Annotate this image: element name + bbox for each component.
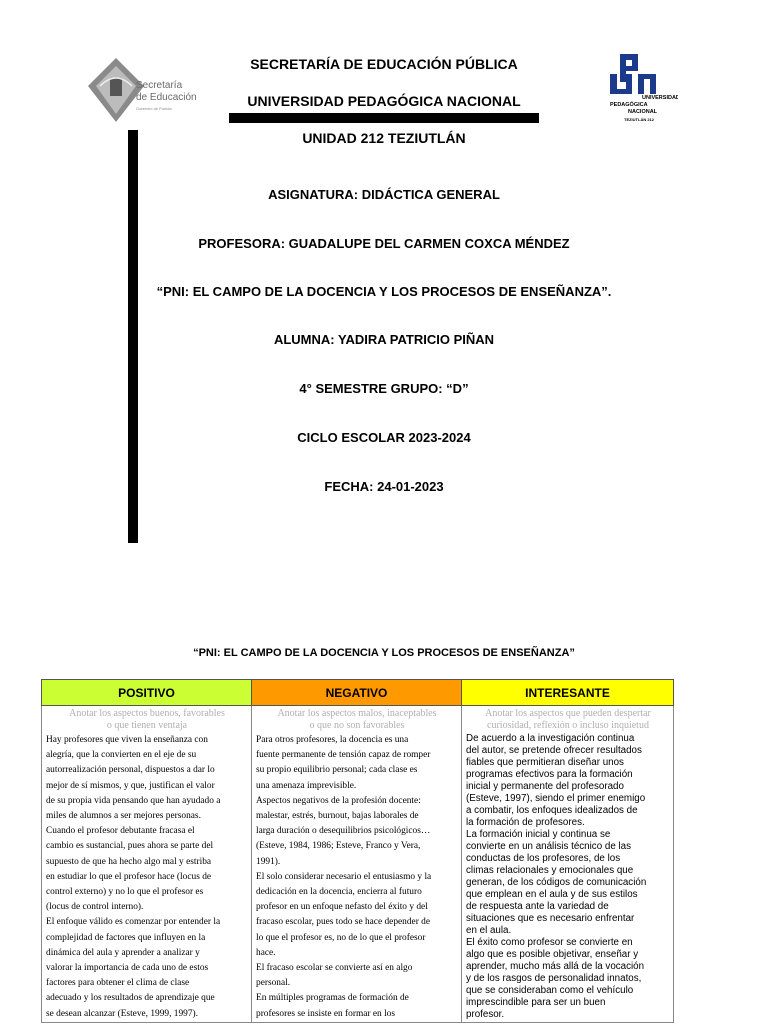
text-line: a combatir, los enfoques idealizados de (466, 805, 638, 816)
pni-body-row (42, 706, 674, 1023)
cover-ciclo: CICLO ESCOLAR 2023-2024 (297, 430, 471, 445)
cell-negativo (252, 706, 462, 1023)
text-line: El éxito como profesor se convierte en (466, 937, 633, 948)
text-line: profesor. (466, 1009, 505, 1020)
paragraph (466, 829, 670, 937)
hint-negativo-line-2: o que no son favorables (309, 720, 405, 731)
text-line: mejor de sí mismos, y que, justifican el valor (46, 780, 215, 791)
sep-logo-text-2: de Educación (136, 92, 197, 103)
text-line: Aspectos negativos de la profesión docente: (256, 795, 421, 806)
paragraph (46, 915, 248, 1021)
text-line: miles de alumnos a ser mejores personas. (46, 811, 201, 822)
text-line: que se consideraban como el vehículo (466, 985, 634, 996)
text-line: factores para obtener el clima de clase (46, 978, 190, 989)
text-line: inicial y permanente del profesorado (466, 781, 624, 792)
upn-logo-text-2: PEDAGÓGICA (610, 102, 648, 108)
text-line: profesor en un enfoque nefasto del éxito y del (256, 902, 428, 913)
text-line: La formación inicial y continua se (466, 829, 611, 840)
text-line: en el aula. (466, 925, 512, 936)
text-line: autorrealización personal, dispuestos a dar lo (46, 765, 215, 776)
cover-semestre: 4° SEMESTRE GRUPO: “D” (299, 381, 469, 396)
sep-logo-text-3: Gobierno de Puebla (136, 106, 172, 111)
text-line: imprescindible para ser un buen (466, 997, 606, 1008)
hint-interesante (466, 708, 670, 732)
text-line: complejidad de factores que influyen en la (46, 932, 206, 943)
paragraph (466, 937, 670, 1021)
paragraph (256, 991, 458, 1021)
text-line: En múltiples programas de formación de (256, 993, 409, 1004)
cover-fecha: FECHA: 24-01-2023 (324, 479, 444, 494)
text-line: en estudiar lo que el profesor hace (locus de (46, 871, 212, 882)
hint-negativo-line-1: Anotar los aspectos malos, inaceptables (277, 708, 437, 719)
pni-table (41, 679, 674, 1023)
paragraph (46, 824, 248, 915)
cell-interesante (462, 706, 674, 1023)
text-line: su propio equilibrio personal; cada clase es (256, 765, 418, 776)
text-line: de respuesta ante la variedad de (466, 901, 609, 912)
header-interesante: INTERESANTE (462, 680, 674, 706)
pni-header-row (42, 680, 674, 706)
text-line: profesores se insiste en formar en los (256, 1008, 396, 1019)
upn-logo-text-1: UNIVERSIDAD (642, 95, 678, 101)
text-line: malestar, estrés, burnout, bajas laborales de (256, 811, 419, 822)
text-line: De acuerdo a la investigación continua (466, 733, 635, 744)
text-line: se desean alcanzar (Esteve, 1999, 1997). (46, 1008, 199, 1019)
text-line: (locus de control interno). (46, 902, 144, 913)
header-negativo: NEGATIVO (252, 680, 462, 706)
text-line: fiables que permitieran diseñar unos (466, 757, 624, 768)
header-positivo: POSITIVO (42, 680, 252, 706)
text-line: cambio es sustancial, pues ahora se parte del (46, 841, 214, 852)
cover-titulo: “PNI: EL CAMPO DE LA DOCENCIA Y LOS PROCESOS DE ENSEÑANZA”. (156, 284, 612, 299)
text-line: de su propia vida pensando que han ayudado a (46, 795, 221, 806)
text-line: lo que el profesor es, no de lo que el profesor (256, 932, 426, 943)
paragraph (256, 870, 458, 961)
text-line: y de los rasgos de personalidad innatos, (466, 973, 642, 984)
upn-logo-text-3: NACIONAL (628, 109, 658, 115)
cover-alumna: ALUMNA: YADIRA PATRICIO PIÑAN (273, 332, 495, 347)
interesante-text (466, 733, 670, 1021)
hint-positivo-line-2: o que tienen ventaja (106, 720, 188, 731)
text-line: El enfoque válido es comenzar por entender la (46, 917, 221, 928)
text-line: aprender, mucho más allá de la vocación (466, 961, 645, 972)
upn-logo-text-4: TEZIUTLÁN 212 (624, 117, 655, 122)
header-universidad: UNIVERSIDAD PEDAGÓGICA NACIONAL (247, 93, 521, 109)
positivo-text (46, 733, 248, 1022)
paragraph (46, 733, 248, 824)
header-secretaria: SECRETARÍA DE EDUCACIÓN PÚBLICA (250, 56, 518, 72)
text-line: adecuado y los resultados de aprendizaje que (46, 993, 215, 1004)
text-line: fuente permanente de tensión capaz de romper (256, 750, 431, 761)
hint-interesante-line-2: curiosidad, reflexión o incluso inquietud (487, 720, 649, 731)
text-line: alegría, que la convierten en el eje de su (46, 750, 197, 761)
text-line: convierte en un análisis técnico de las (466, 841, 632, 852)
paragraph (256, 733, 458, 794)
text-line: 1991). (256, 856, 281, 867)
text-line: que emplean en el aula y de sus estilos (466, 889, 638, 900)
paragraph (256, 794, 458, 870)
text-line: (Esteve, 1997), siendo el primer enemigo (466, 793, 646, 804)
text-line: supuesto de que ha hecho algo mal y estriba (46, 856, 212, 867)
negativo-text (256, 733, 458, 1022)
text-line: conductas de los profesores, de los (466, 853, 621, 864)
text-line: dinámica del aula y aprender a analizar y (46, 947, 200, 958)
text-line: dedicación en la docencia, encierra al futuro (256, 887, 422, 898)
paragraph (466, 733, 670, 829)
cell-positivo (42, 706, 252, 1023)
text-line: fracaso escolar, pues todo se hace depender de (256, 917, 431, 928)
text-line: algo que es posible objetivar, enseñar y (466, 949, 639, 960)
text-line: programas efectivos para la formación (466, 769, 633, 780)
text-line: Para otros profesores, la docencia es una (256, 735, 409, 745)
text-line: generan, de los códigos de comunicación (466, 877, 647, 888)
text-line: del autor, se pretende ofrecer resultados (466, 745, 642, 756)
text-line: Hay profesores que viven la enseñanza con (46, 735, 208, 745)
text-line: Cuando el profesor debutante fracasa el (46, 826, 195, 837)
cover-vertical-bar (128, 130, 138, 543)
sep-logo-text-1: Secretaría (136, 80, 183, 91)
hint-interesante-line-1: Anotar los aspectos que pueden despertar (485, 708, 651, 719)
paragraph (256, 961, 458, 991)
text-line: personal. (256, 978, 291, 989)
text-line: (Esteve, 1984, 1986; Esteve, Franco y Vera, (256, 841, 421, 852)
text-line: larga duración o desequilibrios psicológicos… (256, 826, 431, 837)
text-line: la formación de profesores. (466, 817, 585, 828)
header-divider-bar (229, 113, 539, 123)
hint-positivo (46, 708, 248, 732)
text-line: El fracaso escolar se convierte así en algo (256, 963, 413, 974)
text-line: El solo considerar necesario el entusiasmo y la (256, 871, 432, 882)
text-line: climas relacionales y emocionales que (466, 865, 634, 876)
text-line: hace. (256, 947, 276, 958)
cover-profesora: PROFESORA: GUADALUPE DEL CARMEN COXCA MÉNDEZ (198, 236, 570, 251)
text-line: valorar la importancia de cada uno de estos (46, 963, 209, 974)
text-line: situaciones que es necesario enfrentar (466, 913, 635, 924)
hint-negativo (256, 708, 458, 732)
text-line: control externo) y no lo que el profesor es (46, 887, 204, 898)
text-line: una amenaza imprevisible. (256, 780, 357, 791)
header-unidad: UNIDAD 212 TEZIUTLÁN (302, 130, 466, 146)
cover-asignatura: ASIGNATURA: DIDÁCTICA GENERAL (268, 187, 500, 202)
hint-positivo-line-1: Anotar los aspectos buenos, favorables (69, 708, 225, 719)
table-title: “PNI: EL CAMPO DE LA DOCENCIA Y LOS PROCESOS DE ENSEÑANZA” (193, 647, 575, 659)
